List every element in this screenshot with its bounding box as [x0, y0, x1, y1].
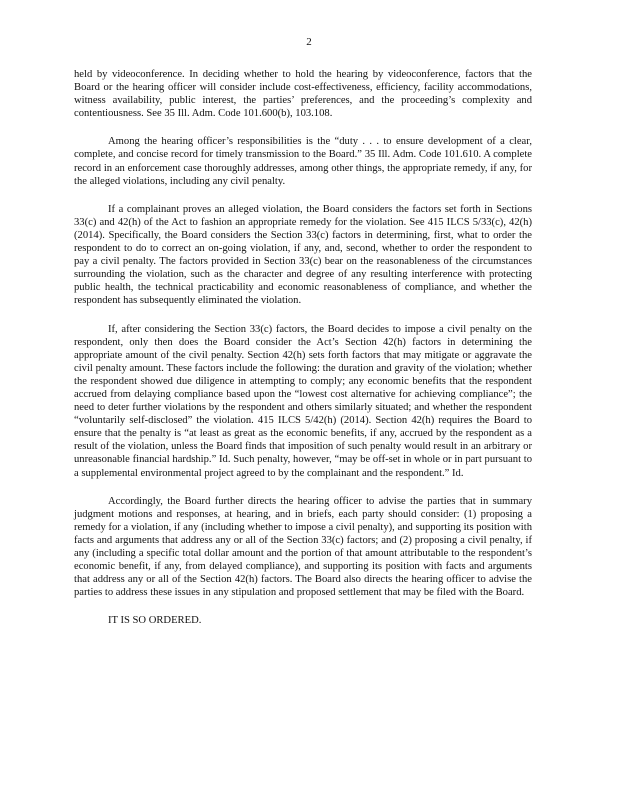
page-number: 2	[306, 36, 312, 48]
paragraph-section-42h: If, after considering the Section 33(c) factors, the Board decides to impose a civil penalty on the respondent, only then does the Board consider the Act’s Section 42(h) factors in determining the appropriate amount of the civil penalty. Section 42(h) sets forth factors that may mitigate or aggravate the civil penalty amount. These factors include the following: the duration and gravity of the violation; whether the respondent showed due diligence in attempting to comply; any economic benefits that the respondent accrued from delaying compliance based upon the “lowest cost alternative for achieving compliance”; the need to deter further violations by the respondent and others similarly situated; and whether the respondent “voluntarily self-disclosed” the violation. 415 ILCS 5/42(h) (2014). Section 42(h) requires the Board to ensure that the penalty is “at least as great as the economic benefits, if any, accrued by the respondent as a result of the violation, unless the Board finds that imposition of such penalty would result in an arbitrary or unreasonable financial hardship.” Id. Such penalty, however, “may be off-set in whole or in part pursuant to a supplemental environmental project agreed to by the complainant and the respondent.” Id.	[74, 323, 532, 479]
closing-order: IT IS SO ORDERED.	[108, 615, 202, 627]
paragraph-section-33c: If a complainant proves an alleged violation, the Board considers the factors set forth in Sections 33(c) and 42(h) of the Act to fashion an appropriate remedy for the violation. See 415 ILCS 5/33(c), 42(h) (2014). Specifically, the Board considers the Section 33(c) factors in determining, first, what to order the respondent to do to correct an on-going violation, if any, and, second, whether to order the respondent to pay a civil penalty. The factors provided in Section 33(c) bear on the reasonableness of the circumstances surrounding the violation, such as the character and degree of any resulting interference with protecting public health, the technical practicability and economic reasonableness of compliance, and whether the respondent has subsequently eliminated the violation.	[74, 203, 532, 307]
paragraph-hearing-officer-duties: Among the hearing officer’s responsibilities is the “duty . . . to ensure development of a clear, complete, and concise record for timely transmission to the Board.” 35 Ill. Adm. Code 101.610. A complete record in an enforcement case thoroughly addresses, among other things, the appropriate remedy, if any, for the alleged violations, including any civil penalty.	[74, 136, 532, 187]
paragraph-directions-to-parties: Accordingly, the Board further directs the hearing officer to advise the parties that in summary judgment motions and responses, at hearing, and in briefs, each party should consider: (1) proposing a remedy for a violation, if any (including whether to impose a civil penalty), and supporting its position with facts and arguments that address any or all of the Section 33(c) factors; and (2) proposing a civil penalty, if any (including a specific total dollar amount and the portion of that amount attributable to the respondent’s economic benefit, if any, from delayed compliance), and supporting its position with facts and arguments that address any or all of the Section 42(h) factors. The Board also directs the hearing officer to advise the parties to address these issues in any stipulation and proposed settlement that may be filed with the Board.	[74, 495, 532, 599]
paragraph-videoconference: held by videoconference. In deciding whether to hold the hearing by videoconference, factors that the Board or the hearing officer will consider include cost-effectiveness, efficiency, facility accommodations, witness availability, public interest, the parties’ preferences, and the proceeding’s complexity and contentiousness. See 35 Ill. Adm. Code 101.600(b), 103.108.	[74, 69, 532, 120]
body-text	[74, 68, 532, 642]
